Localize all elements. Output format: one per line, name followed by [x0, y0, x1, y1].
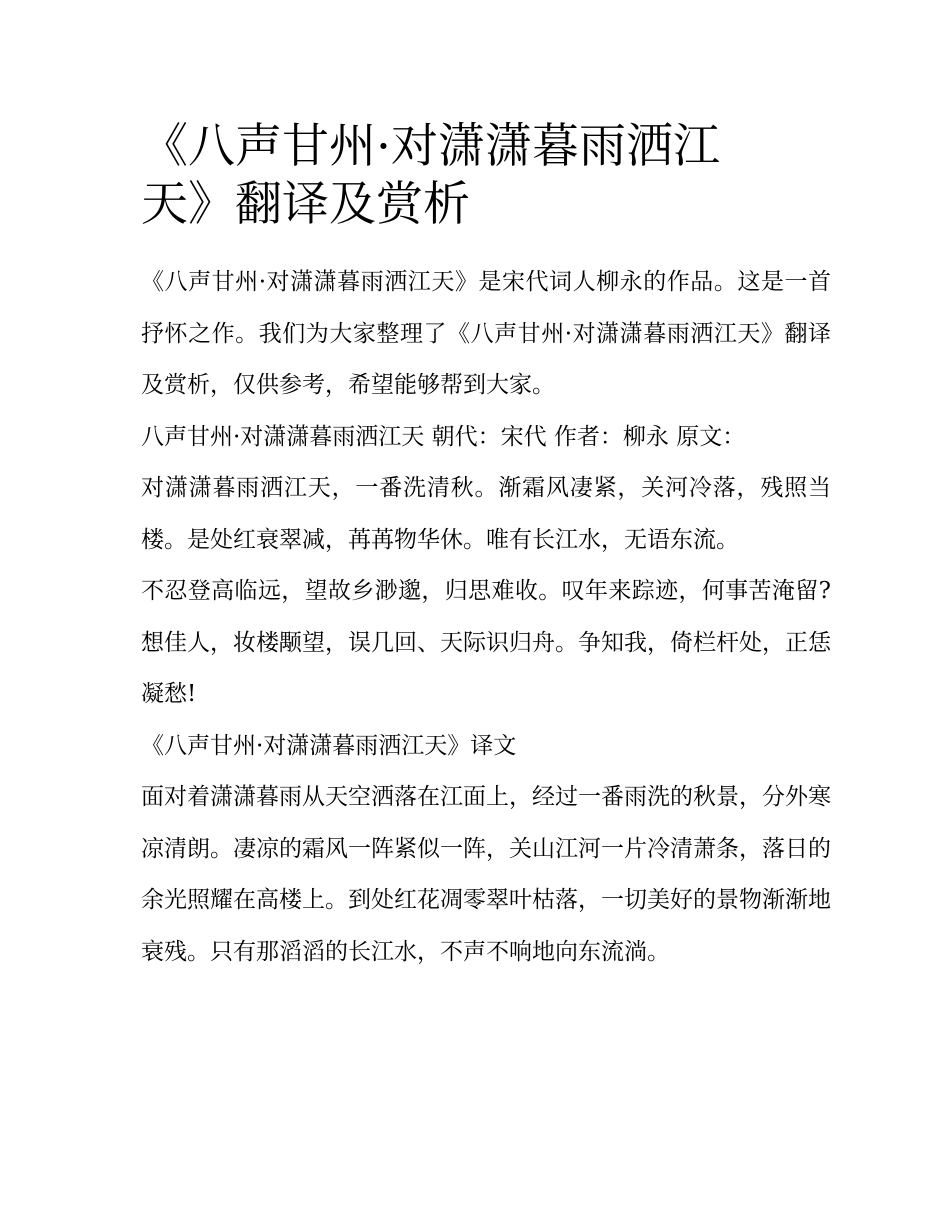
- translation-paragraph: 面对着潇潇暮雨从天空洒落在江面上，经过一番雨洗的秋景，分外寒凉清朗。凄凉的霜风一阵紧似一阵，关山江河一片冷清萧条，落日的余光照耀在高楼上。到处红花凋零翠叶枯落，一切美好的景物渐渐地衰残。只有那滔滔的长江水，不声不响地向东流淌。: [141, 784, 831, 965]
- translation-heading: 《八声甘州·对潇潇暮雨洒江天》译文: [141, 732, 517, 759]
- intro-paragraph: 《八声甘州·对潇潇暮雨洒江天》是宋代词人柳永的作品。这是一首抒怀之作。我们为大家整理了《八声甘州·对潇潇暮雨洒江天》翻译及赏析，仅供参考，希望能够帮到大家。: [141, 269, 831, 398]
- poem-info-line: 八声甘州·对潇潇暮雨洒江天 朝代：宋代 作者：柳永 原文：: [141, 423, 746, 450]
- poem-stanza-1: 对潇潇暮雨洒江天，一番洗清秋。渐霜风凄紧，关河冷落，残照当楼。是处红衰翠减，苒苒物华休。唯有长江水，无语东流。: [141, 475, 831, 553]
- document-title: 《八声甘州·对潇潇暮雨洒江天》翻译及赏析: [141, 119, 720, 232]
- document-body: [141, 257, 831, 978]
- poem-stanza-2: 不忍登高临远，望故乡渺邈，归思难收。叹年来踪迹，何事苦淹留?想佳人，妆楼颙望，误几回、天际识归舟。争知我，倚栏杆处，正恁凝愁!: [141, 578, 831, 707]
- document-content: [141, 118, 831, 978]
